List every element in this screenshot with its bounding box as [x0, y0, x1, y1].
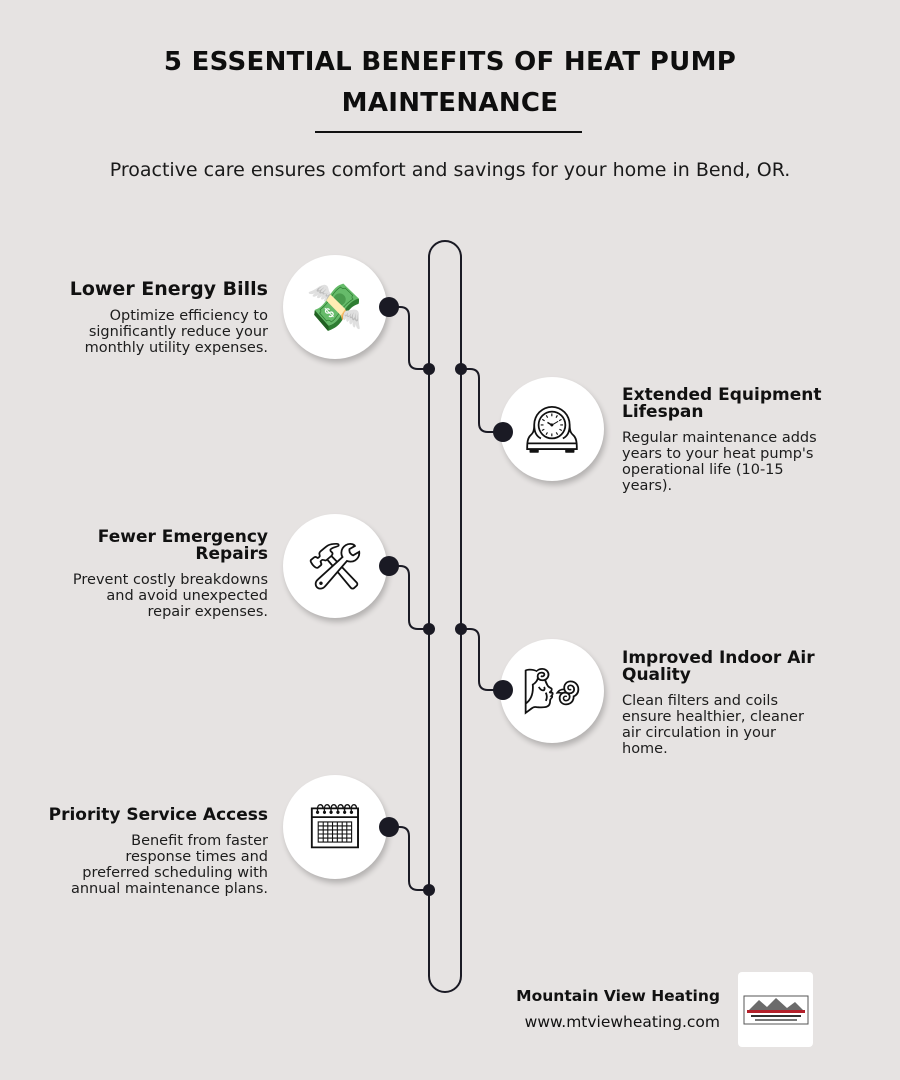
desc-line: annual maintenance plans.	[70, 881, 268, 897]
subtitle: Proactive care ensures comfort and savings for your home in Bend, OR.	[109, 159, 791, 181]
endpoint-dot	[493, 680, 513, 700]
benefit-description	[28, 308, 268, 356]
desc-line: and avoid unexpected	[106, 588, 268, 604]
benefit-title: Lower Energy Bills	[69, 278, 268, 300]
benefit-description	[28, 833, 268, 897]
desc-line: Regular maintenance adds	[622, 430, 817, 446]
spiral-calendar-icon: 🗓	[305, 800, 365, 854]
mantelpiece-clock-icon: 🕰	[522, 402, 582, 456]
endpoint-dot	[379, 297, 399, 317]
logo-graphic	[743, 992, 809, 1028]
desc-line: Clean filters and coils	[622, 693, 778, 709]
desc-line: ensure healthier, cleaner	[622, 709, 804, 725]
desc-line: operational life (10-15	[622, 462, 784, 478]
company-website-link[interactable]: www.mtviewheating.com	[524, 1013, 720, 1031]
mountain-view-heating-logo-icon	[738, 972, 813, 1047]
title-line: Improved Indoor Air	[622, 648, 815, 668]
desc-line: air circulation in your	[622, 725, 777, 741]
title-line-1: 5 ESSENTIAL BENEFITS OF HEAT PUMP	[163, 47, 737, 77]
desc-line: monthly utility expenses.	[84, 340, 268, 356]
company-name: Mountain View Heating	[516, 987, 720, 1005]
money-with-wings-icon: 💸	[306, 280, 364, 334]
benefit-extended-lifespan	[622, 387, 862, 494]
desc-line: years).	[622, 478, 673, 494]
desc-line: response times and	[125, 849, 268, 865]
wind-face-icon: 🌬	[522, 664, 582, 718]
benefit-title	[622, 387, 862, 421]
desc-line: significantly reduce your	[88, 324, 268, 340]
title-line: Lifespan	[622, 402, 704, 422]
hammer-and-wrench-icon: 🛠	[305, 539, 365, 593]
endpoint-dot	[379, 556, 399, 576]
desc-line: Benefit from faster	[131, 833, 268, 849]
benefit-fewer-repairs	[28, 529, 268, 620]
title-line-2: MAINTENANCE	[341, 88, 559, 118]
title-line: Quality	[622, 665, 691, 685]
desc-line: repair expenses.	[147, 604, 268, 620]
title-line: Extended Equipment	[622, 385, 822, 405]
benefit-priority-service	[28, 807, 268, 897]
benefit-description	[622, 430, 862, 494]
desc-line: Optimize efficiency to	[109, 308, 268, 324]
benefit-description	[28, 572, 268, 620]
benefit-air-quality	[622, 650, 862, 757]
benefit-title	[28, 529, 268, 563]
desc-line: Prevent costly breakdowns	[72, 572, 268, 588]
endpoint-dot	[379, 817, 399, 837]
desc-line: home.	[622, 741, 668, 757]
endpoint-dot	[493, 422, 513, 442]
benefit-lower-energy-bills	[28, 280, 268, 356]
title-line: Fewer Emergency	[97, 527, 268, 547]
benefit-description	[622, 693, 862, 757]
title-line: Repairs	[195, 544, 268, 564]
benefit-title: Priority Service Access	[48, 805, 268, 825]
benefit-title	[622, 650, 862, 684]
desc-line: preferred scheduling with	[82, 865, 268, 881]
desc-line: years to your heat pump's	[622, 446, 814, 462]
